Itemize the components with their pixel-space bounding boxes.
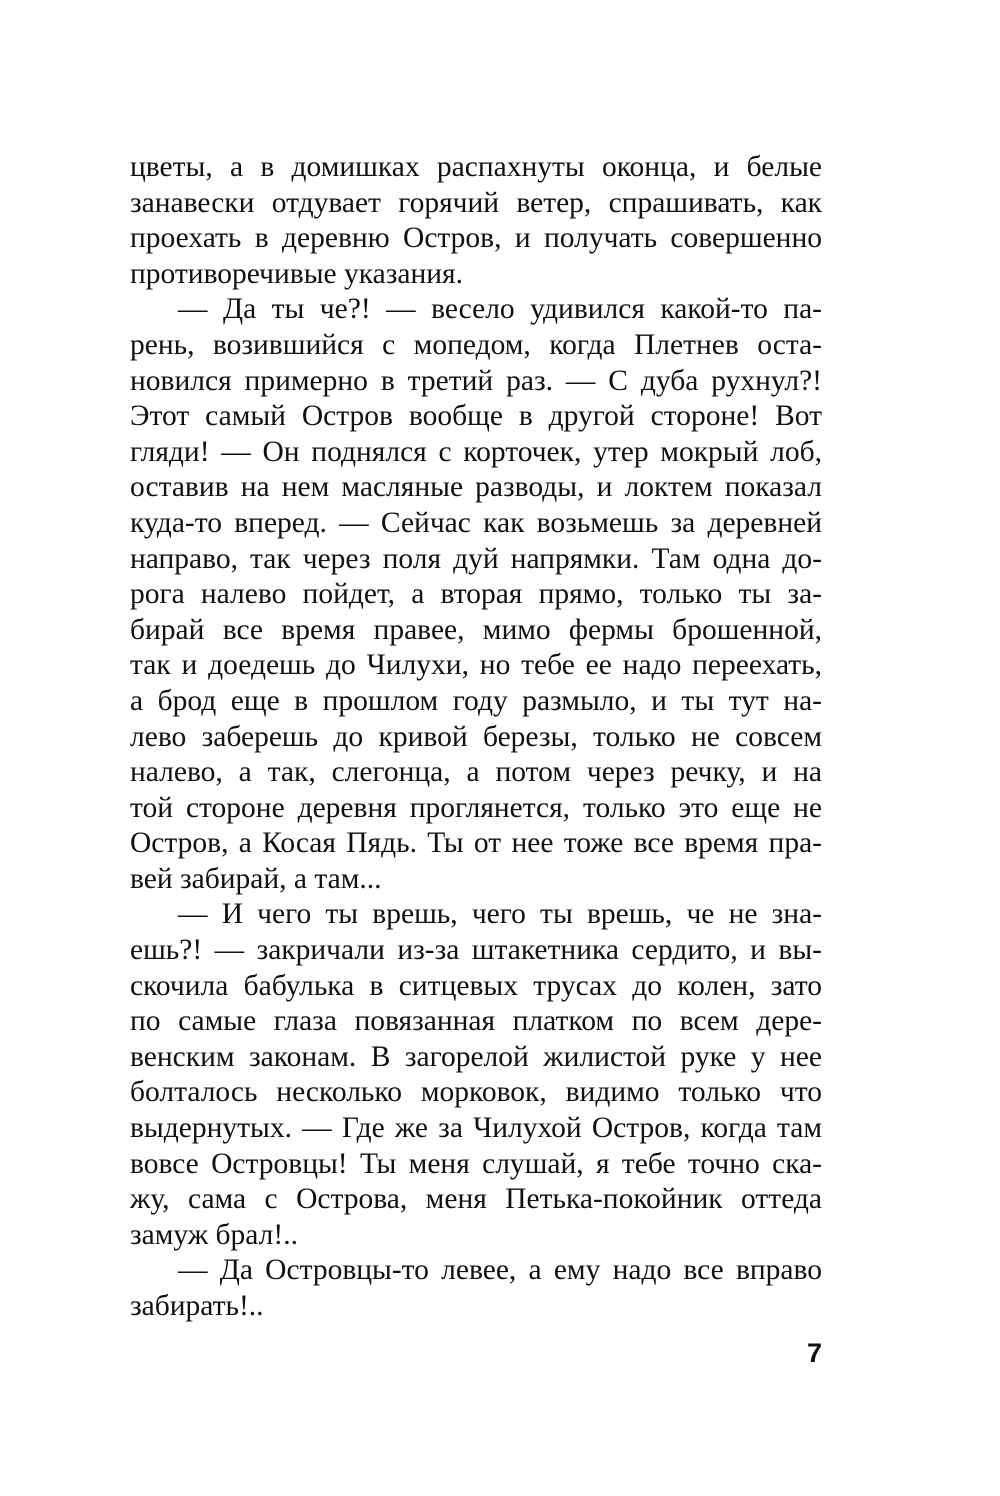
- text-line: лево заберешь до кривой березы, только не совсем: [130, 720, 822, 753]
- text-line: цветы, а в домишках распахнуты оконца, и белые: [130, 151, 822, 183]
- text-line: вей забирай, а там...: [130, 862, 382, 895]
- body-text: [130, 150, 822, 1325]
- text-line: замуж брал!..: [130, 1218, 298, 1251]
- text-line: так и доедешь до Чилухи, но тебе ее надо переехать,: [130, 649, 822, 682]
- text-line: венским законам. В загорелой жилистой руке у нее: [130, 1040, 822, 1073]
- text-line: — Да ты че?! — весело удивился какой-то па-: [178, 293, 822, 326]
- text-line: занавески отдувает горячий ветер, спрашивать, как: [130, 186, 822, 219]
- text-line: жу, сама с Острова, меня Петька-покойник оттеда: [130, 1183, 822, 1216]
- text-line: направо, так через поля дуй напрямки. Там одна до-: [130, 542, 822, 575]
- text-line: налево, а так, слегонца, а потом через речку, и на: [130, 756, 822, 789]
- text-line: — Да Островцы-то левее, а ему надо все вправо: [178, 1254, 822, 1287]
- text-line: той стороне деревня проглянется, только это еще не: [130, 791, 822, 824]
- text-line: гляди! — Он поднялся с корточек, утер мокрый лоб,: [130, 435, 822, 468]
- text-line: выдернутых. — Где же за Чилухой Остров, когда там: [130, 1112, 822, 1145]
- text-line: рень, возившийся с мопедом, когда Плетнев оста-: [130, 328, 822, 361]
- text-line: противоречивые указания.: [130, 257, 463, 290]
- text-line: забирать!..: [130, 1290, 264, 1322]
- text-line: куда-то вперед. — Сейчас как возьмешь за деревней: [130, 506, 822, 539]
- text-line: Остров, а Косая Пядь. Ты от нее тоже все время пра-: [130, 827, 822, 860]
- text-line: проехать в деревню Остров, и получать совершенно: [130, 222, 822, 255]
- text-line: болталось несколько морковок, видимо только что: [130, 1076, 822, 1109]
- text-line: а брод еще в прошлом году размыло, и ты тут на-: [130, 684, 822, 717]
- text-line: по самые глаза повязанная платком по всем дере-: [130, 1005, 822, 1038]
- text-line: Этот самый Остров вообще в другой стороне! Вот: [130, 400, 822, 433]
- text-line: скочила бабулька в ситцевых трусах до колен, зато: [130, 969, 822, 1002]
- page-number: 7: [806, 1338, 822, 1368]
- text-line: новился примерно в третий раз. — С дуба рухнул?!: [130, 364, 822, 397]
- text-line: оставив на нем масляные разводы, и локтем показал: [130, 471, 822, 504]
- text-line: рога налево пойдет, а вторая прямо, только ты за-: [130, 578, 822, 611]
- text-line: ешь?! — закричали из-за штакетника сердито, и вы-: [130, 934, 822, 967]
- text-line: — И чего ты врешь, чего ты врешь, че не зна-: [178, 898, 822, 931]
- text-line: вовсе Островцы! Ты меня слушай, я тебе точно ска-: [130, 1147, 822, 1180]
- text-line: бирай все время правее, мимо фермы брошенной,: [130, 613, 822, 646]
